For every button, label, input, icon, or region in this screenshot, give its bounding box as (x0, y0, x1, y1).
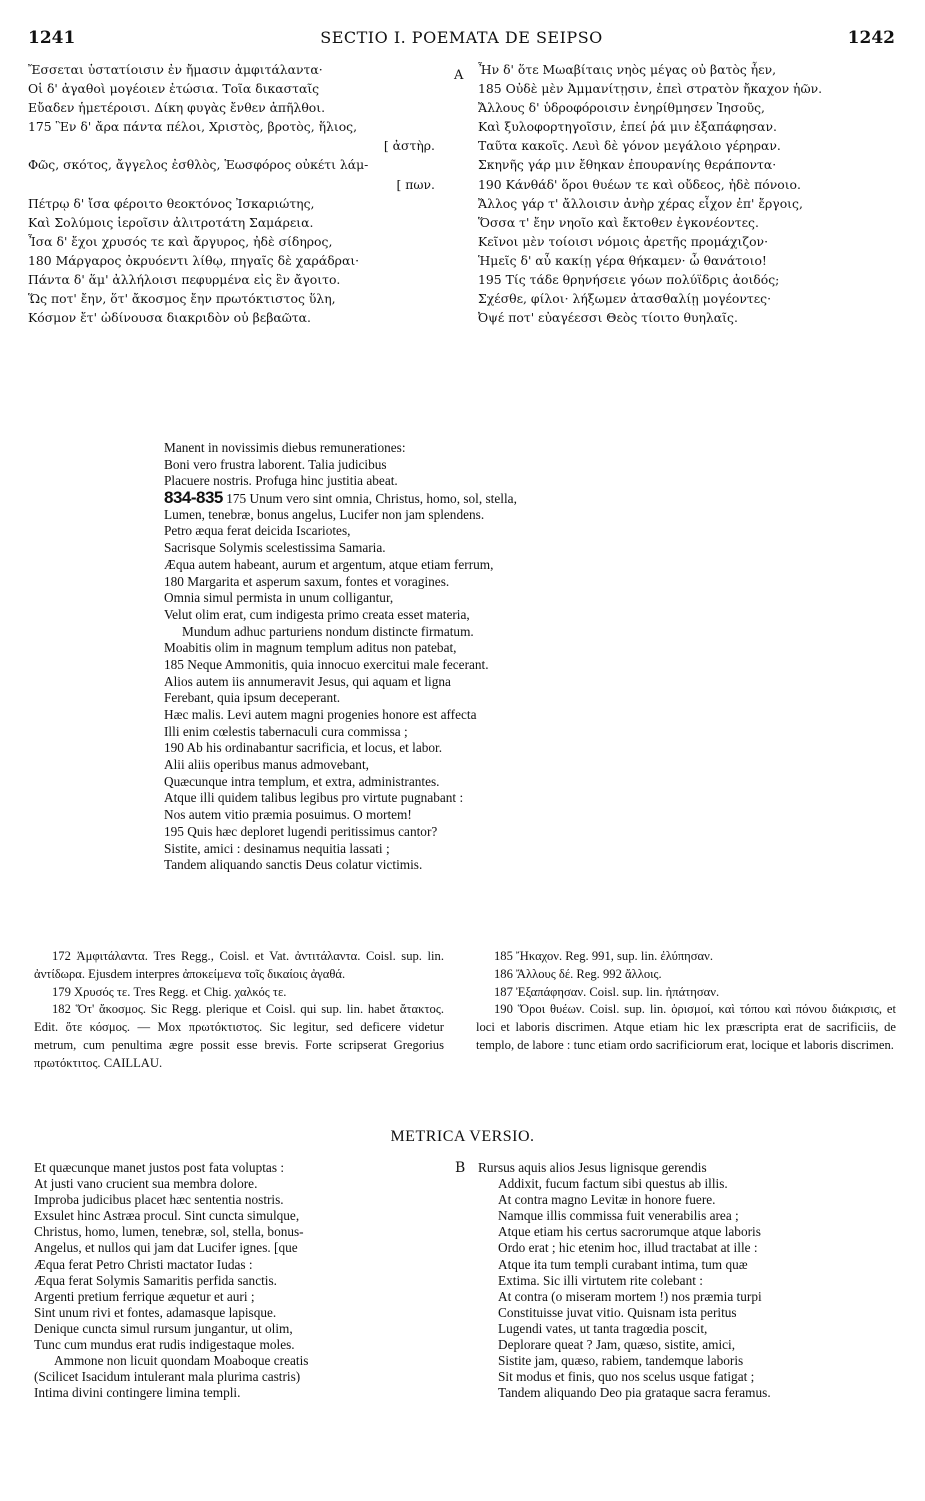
metrica-verse-line: Exsulet hinc Astræa procul. Sint cuncta simulque, (34, 1208, 300, 1224)
greek-verse-line: Σκηνῆς γάρ μιν ἔθηκαν ἐπουρανίης θεράποντα· (478, 157, 777, 173)
metrica-verse-line: Angelus, et nullos qui jam dat Lucifer ignes. [que (34, 1240, 298, 1256)
greek-verse-line: 195 Τίς τάδε θρηνήσειε γόων πολύϊδρις ἀοιδός; (478, 272, 780, 288)
latin-verse-line: Hæc malis. Levi autem magni progenies honore est affecta (164, 707, 477, 722)
greek-verse-line: Εὔαδεν ἡμετέροισι. Δίκη φυγὰς ἔνθεν ἀπῆλθοι. (28, 100, 326, 116)
page-number-right: 1242 (847, 28, 895, 48)
latin-verse-line: 195 Quis hæc deploret lugendi peritissimus cantor? (164, 823, 438, 839)
latin-verse-line: Ferebant, quia ipsum deceperant. (164, 690, 341, 706)
greek-verse-line: [ πων. (396, 176, 435, 192)
greek-verse-line: Ἄλλους δ' ὑδροφόροισιν ἐνηρίθμησεν Ἰησοῦς, (478, 100, 765, 116)
metrica-verse-line: Æqua ferat Solymis Samaritis perfida sanctis. (34, 1272, 277, 1288)
greek-verse-line: Φῶς, σκότος, ἄγγελος ἐσθλὸς, Ἑωσφόρος οὐκέτι λάμ- (28, 157, 369, 173)
metrica-verse-line: At contra magno Levitæ in honore fuere. (498, 1192, 716, 1208)
latin-verse-line: Tandem aliquando sanctis Deus colatur victimis. (164, 857, 423, 873)
greek-text-left-column (28, 60, 453, 327)
greek-verse-line: Ἄλλος γάρ τ' ἄλλοισιν ἀνὴρ χέρας εἶχον ἐπ' ἔργοις, (478, 195, 803, 211)
column-marker-b: B (455, 1160, 466, 1176)
metrica-verse-line: Namque illis commissa fuit venerabilis area ; (498, 1208, 739, 1224)
latin-verse-line: Illi enim cœlestis tabernaculi cura commissa ; (164, 723, 408, 739)
footnote: 172 Ἀμφιτάλαντα. Tres Regg., Coisl. et Vat. ἀντιτάλαντα. Coisl. sup. lin. ἀντίδωρα. Ejusdem interpres ἀποκείμενα τοῖς δικαίοις ἀγαθά. (34, 949, 444, 981)
metrica-verse-line: Lugendi vates, ut tanta tragœdia poscit, (498, 1320, 708, 1336)
greek-verse-line: Καὶ ξυλοφορτηγοῖσιν, ἐπεί ῥά μιν ἐξαπάφησαν. (478, 119, 777, 135)
metrica-verse-line: Atque etiam his certus sacrorumque atque laboris (498, 1224, 761, 1240)
latin-verse-text: 175 Unum vero sint omnia, Christus, homo, sol, stella, (226, 491, 517, 507)
greek-verse-line: Κόσμον ἔτ' ὠδίνουσα διακριδὸν οὐ βεβαῶτα. (28, 310, 311, 326)
latin-verse-line: Atque illi quidem talibus legibus pro virtute pugnabant : (164, 790, 464, 806)
column-marker-a: A (454, 68, 464, 83)
running-header (28, 28, 895, 52)
greek-text-right-column (478, 60, 903, 327)
metrica-verse-line: Improba judicibus placet hæc sententia nostris. (34, 1192, 284, 1208)
greek-verse-line: Πάντα δ' ἅμ' ἀλλήλοισι πεφυρμένα εἰς ἓν ἄγοιτο. (28, 272, 341, 288)
greek-verse-line: Ἶσα δ' ἔχοι χρυσός τε καὶ ἄργυρος, ἠδὲ σίδηρος, (28, 233, 333, 249)
metrica-verse-line: Ordo erat ; hic etenim hoc, illud tractabat at ille : (498, 1240, 758, 1256)
latin-verse-line: Petro æqua ferat deicida Iscariotes, (164, 523, 351, 539)
metrica-verse-line: Addixit, fucum factum sibi questus ab illis. (498, 1176, 728, 1192)
greek-verse-line: Ὀψέ ποτ' εὐαγέεσσι Θεὸς τίοιτο θυηλαῖς. (478, 310, 738, 326)
column-number: 834-835 (164, 490, 223, 507)
metrica-verse-line: Et quæcunque manet justos post fata voluptas : (34, 1160, 285, 1175)
greek-verse-line: Σχέσθε, φίλοι· λήξωμεν ἀτασθαλίῃ μογέοντες· (478, 291, 772, 307)
greek-verse-line: Ὅσσα τ' ἔην νηοῖο καὶ ἔκτοθεν ἐγκονέοντες. (478, 214, 759, 230)
greek-verse-line: Ἦν δ' ὅτε Μωαβίταις νηὸς μέγας οὐ βατὸς ἦεν, (478, 62, 777, 77)
greek-verse-line: Πέτρῳ δ' ἴσα φέροιτο θεοκτόνος Ἰσκαριώτης, (28, 195, 315, 211)
metrica-verse-line: Tandem aliquando Deo pia grataque sacra feramus. (498, 1385, 771, 1401)
latin-verse-line: Velut olim erat, cum indigesta primo creata esset materia, (164, 606, 470, 622)
latin-verse-line: Moabitis olim in magnum templum aditus non patebat, (164, 640, 457, 656)
metrica-verse-line: Atque ita tum templi curabant intima, tum quæ (498, 1256, 748, 1272)
metrica-verse-line: Constituisse juvat vitio. Quisnam ista peritus (498, 1304, 737, 1320)
metrica-verse-line: Æqua ferat Petro Christi mactator Iudas : (34, 1256, 253, 1272)
metrica-verse-line: Intima divini contingere limina templi. (34, 1385, 241, 1401)
metrica-verse-line: At contra (o miseram mortem !) nos præmia turpi (498, 1288, 762, 1304)
greek-verse-line: Ταῦτα κακοῖς. Λευὶ δὲ γόνον μεγάλοιο γέρηραν. (478, 138, 781, 154)
latin-verse-line: Nos autem vitio præmia posuimus. O mortem! (164, 807, 412, 823)
metrica-versio-left-column (34, 1160, 454, 1401)
section-title: SECTIO I. POEMATA DE SEIPSO (320, 28, 603, 47)
footnote: 186 Ἄλλους δέ. Reg. 992 ἄλλοις. (494, 966, 662, 981)
metrica-versio-right-column (478, 1160, 898, 1401)
greek-verse-line: Ὥς ποτ' ἔην, ὅτ' ἄκοσμος ἔην πρωτόκτιστος ὕλη, (28, 291, 336, 307)
footnote: 179 Χρυσός τε. Tres Regg. et Chig. χαλκός τε. (52, 984, 287, 999)
greek-verse-line: Κεῖνοι μὲν τοίοισι νόμοις ἀρετῆς προμάχιζον· (478, 233, 769, 249)
metrica-versio-title: METRICA VERSIO. (390, 1128, 535, 1145)
metrica-verse-line: At justi vano crucient sua membra dolore. (34, 1176, 258, 1192)
latin-verse-line: Sacrisque Solymis scelestissima Samaria. (164, 540, 386, 556)
footnote: 185 Ἤκαχον. Reg. 991, sup. lin. ἐλύπησαν. (494, 949, 713, 963)
latin-verse-line: Mundum adhuc parturiens nondum distincte firmatum. (182, 623, 474, 639)
greek-verse-line: Καὶ Σολύμοις ἱεροῖσιν ἀλιτροτάτη Σαμάρεια. (28, 214, 314, 230)
latin-verse-line: Æqua autem habeant, aurum et argentum, atque etiam ferrum, (164, 556, 494, 572)
latin-verse-line: Placuere nostris. Profuga hinc justitia abeat. (164, 473, 398, 489)
metrica-verse-line: Denique cuncta simul rursum jungantur, ut olim, (34, 1320, 293, 1336)
latin-verse-line: Omnia simul permista in unum colligantur, (164, 590, 394, 606)
metrica-verse-line: Sistite jam, quæso, rabiem, tandemque laboris (498, 1353, 744, 1369)
greek-verse-line: Ἔσσεται ὑστατίοισιν ἐν ἤμασιν ἀμφιτάλαντα· (28, 62, 323, 77)
metrica-verse-line: Ammone non licuit quondam Moaboque creatis (54, 1353, 309, 1369)
latin-verse-line: Alios autem iis annumeravit Jesus, qui aquam et ligna (164, 673, 451, 689)
latin-verse-line: Alii aliis operibus manus admovebant, (164, 757, 369, 773)
metrica-verse-line: Rursus aquis alios Jesus lignisque gerendis (478, 1160, 707, 1175)
greek-verse-line: Οἱ δ' ἀγαθοὶ μογέοιεν ἐτώσια. Τοῖα δικασταῖς (28, 81, 320, 97)
latin-verse-line: Lumen, tenebræ, bonus angelus, Lucifer non jam splendens. (164, 506, 485, 522)
greek-verse-line: [ ἀστὴρ. (383, 138, 435, 154)
page-number-left: 1241 (28, 28, 76, 48)
footnote: 187 Ἐξαπάφησαν. Coisl. sup. lin. ἠπάτησαν. (494, 984, 720, 999)
latin-translation (164, 440, 884, 874)
greek-verse-line: 180 Μάργαρος ὀκρυόεντι λίθῳ, πηγαῖς δὲ χαράδραι· (28, 252, 360, 268)
latin-verse-line: 180 Margarita et asperum saxum, fontes et voragines. (164, 573, 450, 589)
metrica-verse-line: Deplorare queat ? Jam, quæso, sistite, amici, (498, 1337, 736, 1353)
metrica-verse-line: Argenti pretium ferrique æquetur et auri ; (34, 1288, 255, 1304)
metrica-verse-line: (Scilicet Isacidum intulerant mala plurima castris) (34, 1369, 301, 1385)
latin-verse-line: 185 Neque Ammonitis, quia innocuo exercitui male fecerant. (164, 656, 489, 672)
latin-verse-line: Sistite, amici : desinamus nequitia lassati ; (164, 840, 390, 856)
footnote: 182 Ὅτ' ἄκοσμος. Sic Regg. plerique et Coisl. qui sup. lin. habet ἄτακτος. Edit. ὅτε κόσμος. — Mox πρωτόκτιστος. Sic legitur, sed deficere videtur metrum, cum penultima ægre possit esse brevis. Forte scripserat Gregorius πρωτόκτιτος. CAILLAU. (34, 1002, 444, 1070)
metrica-verse-line: Sit modus et finis, quo nos scelus usque fatigat ; (498, 1369, 755, 1385)
metrica-verse-line: Christus, homo, lumen, tenebræ, sol, stella, bonus- (34, 1224, 304, 1240)
greek-verse-line: 190 Κάνθάδ' ὅροι θυέων τε καὶ οὔδεος, ἠδὲ πόνοιο. (478, 176, 801, 192)
greek-verse-line: 175 Ἓν δ' ἄρα πάντα πέλοι, Χριστὸς, βροτὸς, ἥλιος, (28, 119, 358, 135)
metrica-verse-line: Sint unum rivi et fontes, adamasque lapisque. (34, 1304, 277, 1320)
latin-verse-line: Boni vero frustra laborent. Talia judicibus (164, 456, 387, 472)
latin-verse-line: Manent in novissimis diebus remunerationes: (164, 440, 406, 455)
latin-verse-line: Quæcunque intra templum, et extra, administrantes. (164, 773, 440, 789)
footnotes-right-column (476, 948, 896, 1055)
metrica-verse-line: Tunc cum mundus erat rudis indigestaque moles. (34, 1337, 295, 1353)
latin-verse-line (164, 490, 884, 507)
greek-verse-line: Ἡμεῖς δ' αὖ κακίῃ γέρα θήκαμεν· ὦ θανάτοιο! (478, 252, 767, 268)
metrica-verse-line: Extima. Sic illi virtutem rite colebant : (498, 1272, 703, 1288)
latin-verse-line: 190 Ab his ordinabantur sacrificia, et locus, et labor. (164, 740, 443, 756)
footnote: 190 Ὅροι θυέων. Coisl. sup. lin. ὁρισμοί, καὶ τόπου καὶ πόνου διάκρισις, et loci et laboris discrimen. Atque etiam hic lex præscripta erat de sacrificiis, de templo, de labore : tunc etiam ordo sacrificiorum erat, locique et laboris discrimen. (476, 1002, 896, 1052)
footnotes-left-column (34, 948, 444, 1073)
greek-verse-line: 185 Οὐδὲ μὲν Ἀμμανίτῃσιν, ἐπεὶ στρατὸν ἤκαχον ἡῶν. (478, 81, 823, 97)
